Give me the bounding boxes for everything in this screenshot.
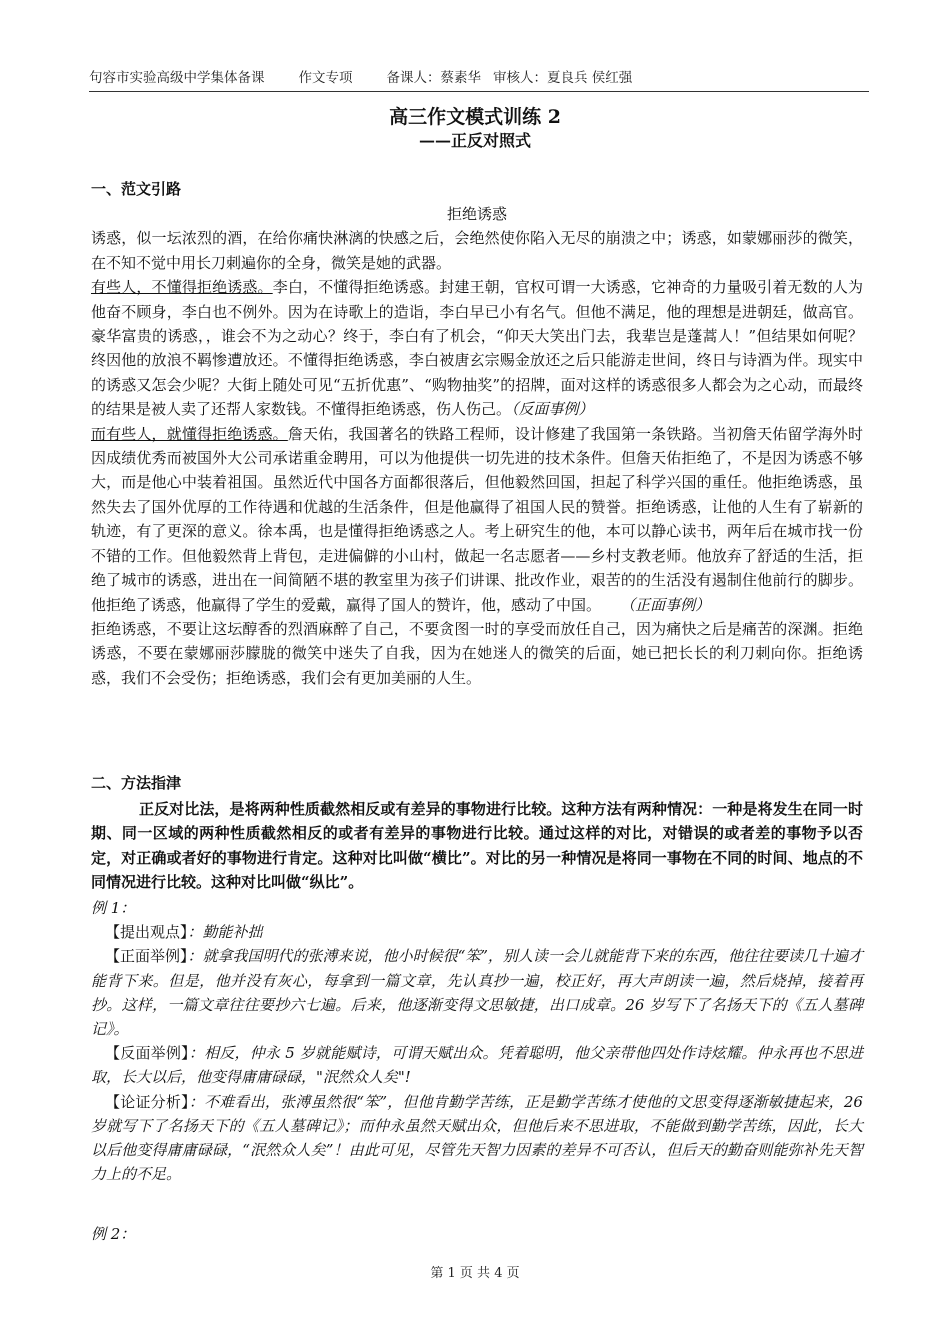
essay-para-4: 拒绝诱惑，不要让这坛醇香的烈酒麻醉了自己，不要贪图一时的享受而放任自己，因为痛快之后是痛苦的深渊。拒绝诱惑，不要在蒙娜丽莎朦胧的微笑中迷失了自我，因为在她迷人的微笑的后面，她已把长长的利刀刺向你。拒绝诱惑，我们不会受伤；拒绝诱惑，我们会有更加美丽的人生。 xyxy=(91,619,863,687)
header-school: 句容市实验高级中学集体备课 xyxy=(89,70,265,86)
header-topic: 作文专项 xyxy=(298,70,353,86)
section2-heading: 二、方法指津 xyxy=(91,774,182,792)
essay-para-2 xyxy=(91,275,863,421)
ex1-neg-text: ：相反，仲永 5 岁就能赋诗，可谓天赋出众。凭着聪明，他父亲带他四处作诗炫耀。仲永再也不思进取，长大以后，他变得庸庸碌碌，"泯然众人矣"! xyxy=(91,1044,863,1087)
essay-para-3 xyxy=(91,422,863,617)
page-footer: 第 1 页 共 4 页 xyxy=(430,1266,520,1281)
section1-heading: 一、范文引路 xyxy=(91,180,182,198)
example2-label: 例 2： xyxy=(91,1225,136,1243)
para2-note: （反面事例） xyxy=(511,400,594,419)
page-subtitle: ——正反对照式 xyxy=(418,131,531,150)
page-title: 高三作文模式训练 2 xyxy=(389,106,561,128)
para3-text: 詹天佑，我国著名的铁路工程师，设计修建了我国第一条铁路。当初詹天佑留学海外时因成绩优秀而被国外大公司承诺重金聘用，可以为他提供一切先进的技术条件。但詹天佑拒绝了，不是因为诱惑不够大，而是他心中装着祖国。虽然近代中国各方面都很落后，但他毅然回国，担起了科学兴国的重任。他拒绝诱惑，虽然失去了国外优厚的工作待遇和优越的生活条件，但是他赢得了祖国人民的赞誉。拒绝诱惑，让他的人生有了崭新的轨迹，有了更深的意义。徐本禹，也是懂得拒绝诱惑之人。考上研究生的他，本可以静心读书，两年后在城市找一份不错的工作。但他毅然背上背包，走进偏僻的小山村，做起一名志愿者——乡村支教老师。他放弃了舒适的生活，拒绝了城市的诱惑，进出在一间简陋不堪的教室里为孩子们讲课、批改作业，艰苦的的生活没有遏制住他前行的脚步。他拒绝了诱惑，他赢得了学生的爱戴，赢得了国人的赞许，他，感动了中国。 xyxy=(91,424,863,614)
header-reviewer: 审核人：夏良兵 侯红强 xyxy=(493,70,633,86)
ex1-pos-tag: 【正面举例】 xyxy=(105,947,188,966)
ex1-neg-tag: 【反面举例】 xyxy=(105,1044,189,1063)
ex1-ana-tag: 【论证分析】 xyxy=(105,1092,189,1111)
ex1-point-text: ：勤能补拙 xyxy=(187,923,263,942)
para2-lead: 有些人，不懂得拒绝诱惑。 xyxy=(91,278,273,297)
para3-lead: 而有些人，就懂得拒绝诱惑。 xyxy=(91,424,288,443)
ex1-point-tag: 【提出观点】 xyxy=(105,923,188,942)
ex1-positive xyxy=(91,944,863,1041)
ex1-point xyxy=(91,920,863,944)
page-header xyxy=(89,66,869,92)
para3-note: （正面事例） xyxy=(620,595,711,614)
essay-body xyxy=(91,202,863,690)
example-1 xyxy=(91,896,863,1186)
ex1-analysis xyxy=(91,1090,863,1187)
essay-title: 拒绝诱惑 xyxy=(446,205,507,223)
header-preparer: 备课人：蔡素华 xyxy=(386,70,481,86)
ex1-negative xyxy=(91,1041,863,1089)
ex1-pos-text: ：就拿我国明代的张溥来说，他小时候很“笨”，别人读一会儿就能背下来的东西，他往往要读几十遍才能背下来。但是，他并没有灰心，每拿到一篇文章，先认真抄一遍，校正好，再大声朗读一遍，然后烧掉，接着再抄。这样，一篇文章往往要抄六七遍。后来，他逐渐变得文思敏捷，出口成章。26 岁写下了名扬天下的《五人墓碑记》。 xyxy=(91,947,863,1039)
ex1-ana-text: ：不难看出，张溥虽然很“笨”，但他肯勤学苦练，正是勤学苦练才使他的文思变得逐渐敏捷起来，26 岁就写下了名扬天下的《五人墓碑记》；而仲永虽然天赋出众，但他后来不思进取，不能做到勤学苦练，因此，长大以后他变得庸庸碌碌，“泯然众人矣”！由此可见，尽管先天智力因素的差异不可否认，但后天的勤奋则能弥补先天智力上的不足。 xyxy=(91,1092,863,1184)
example1-label: 例 1： xyxy=(91,899,136,917)
para2-text: 李白，不懂得拒绝诱惑。封建王朝，官权可谓一大诱惑，它神奇的力量吸引着无数的人为他奋不顾身，李白也不例外。因为在诗歌上的造诣，李白早已小有名气。但他不满足，他的理想是进朝廷，做高官。豪华富贵的诱惑，，谁会不为之动心？终于，李白有了机会，“仰天大笑出门去，我辈岂是蓬蒿人！”但结果如何呢？终因他的放浪不羁惨遭放还。不懂得拒绝诱惑，李白被唐玄宗赐金放还之后只能游走世间，终日与诗酒为伴。现实中的诱惑又怎会少呢？大街上随处可见“五折优惠”、“购物抽奖”的招牌，面对这样的诱惑很多人都会为之心动，而最终的结果是被人卖了还帮人家数钱。不懂得拒绝诱惑，伤人伤己。 xyxy=(91,278,863,419)
method-text: 正反对比法，是将两种性质截然相反或有差异的事物进行比较。这种方法有两种情况：一种是将发生在同一时期、同一区域的两种性质截然相反的或者有差异的事物进行比较。通过这样的对比，对错误的或者差的事物予以否定，对正确或者好的事物进行肯定。这种对比叫做“横比”。对比的另一种情况是将同一事物在不同的时间、地点的不同情况进行比较。这种对比叫做“纵比”。 xyxy=(91,800,863,891)
essay-para-1: 诱惑，似一坛浓烈的酒，在给你痛快淋漓的快感之后，会绝然使你陷入无尽的崩溃之中；诱惑，如蒙娜丽莎的微笑，在不知不觉中用长刀刺遍你的全身，微笑是她的武器。 xyxy=(91,229,863,272)
